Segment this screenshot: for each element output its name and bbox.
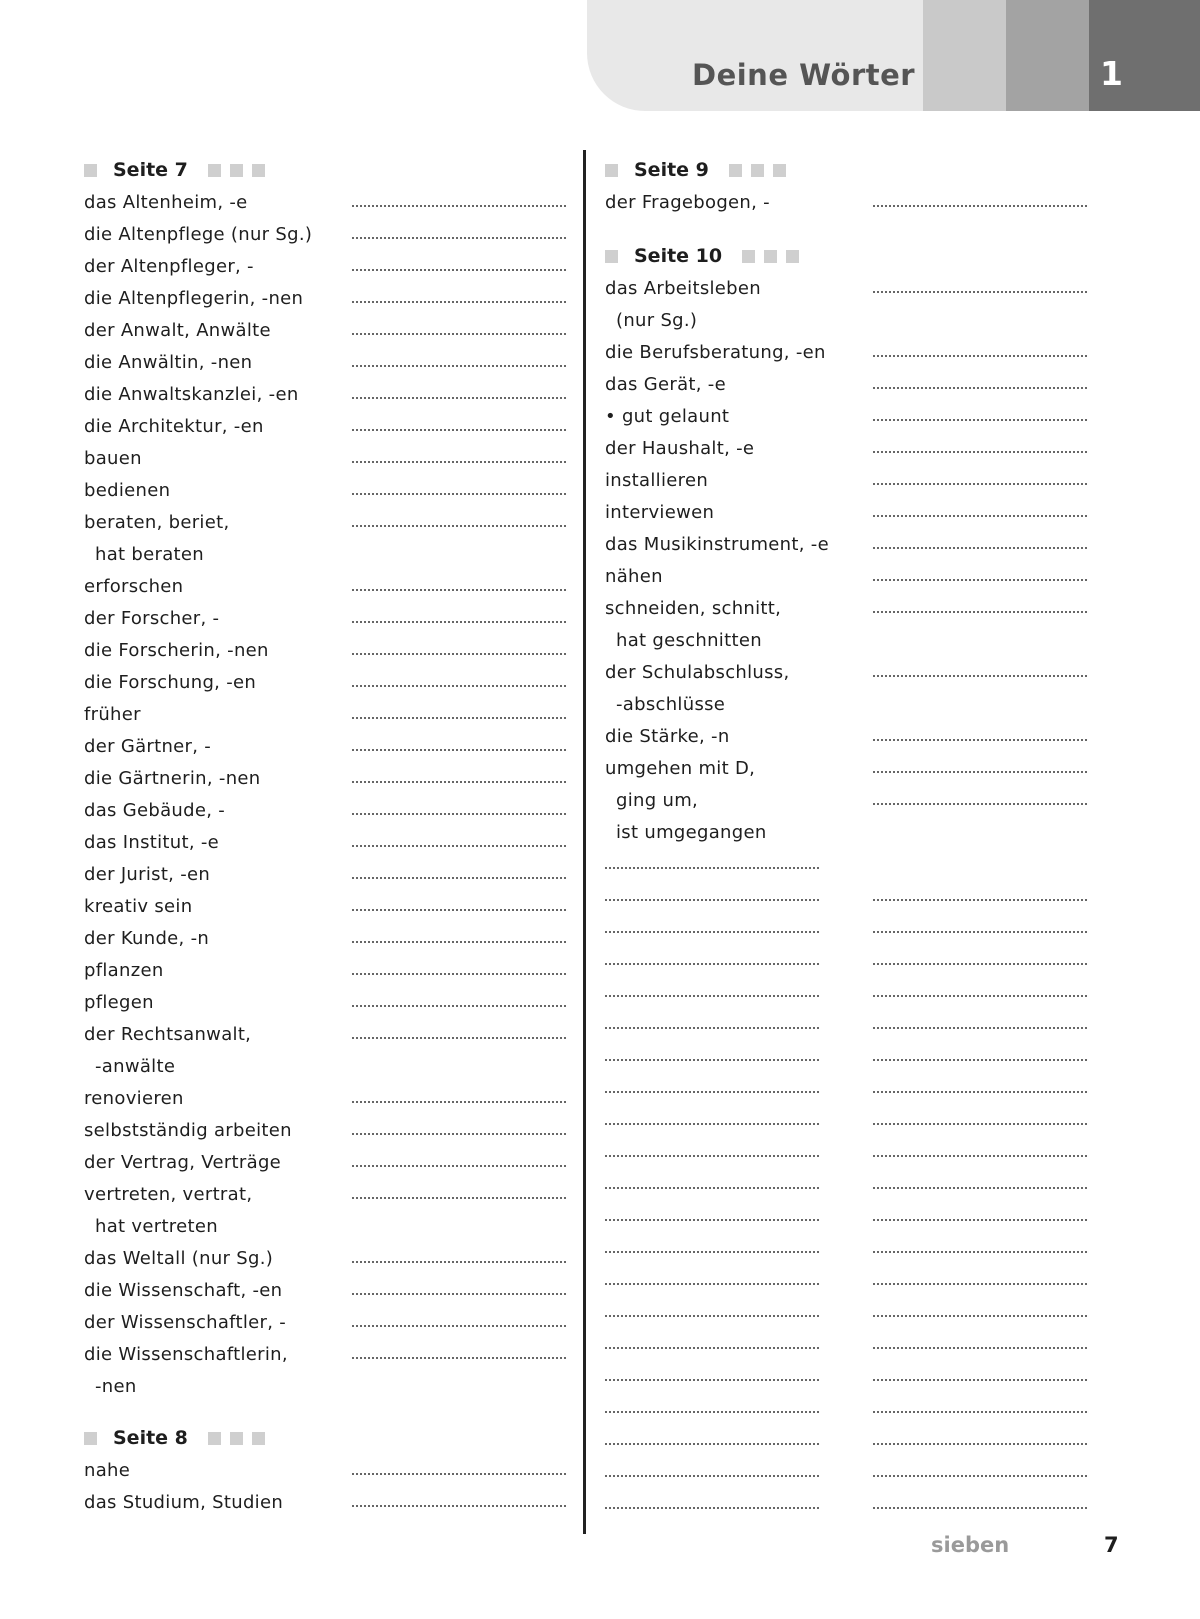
section-label: Seite 9 [634,159,709,181]
blank-word-line[interactable] [605,1507,819,1509]
translation-line[interactable] [873,579,1087,581]
vocab-row [605,784,1095,816]
blank-translation-line[interactable] [873,1475,1087,1477]
vocab-term: der Gärtner, - [84,735,212,757]
vocab-row [84,1274,574,1306]
blank-translation-line[interactable] [873,1123,1087,1125]
right-column [605,154,1095,1520]
blank-line-row [605,880,1095,912]
section-label: Seite 10 [634,245,723,267]
chapter-number: 1 [1100,54,1123,93]
translation-line[interactable] [352,685,566,687]
square-marker-icon [252,164,265,177]
vocab-term: beraten, beriet, [84,511,230,533]
vocab-row [84,1114,574,1146]
header-tab [587,0,923,111]
vocab-row [84,538,574,570]
translation-line[interactable] [873,419,1087,421]
vocab-row [605,304,1095,336]
vocab-row [84,570,574,602]
vocab-row [84,218,574,250]
vocab-term: der Vertrag, Verträge [84,1151,282,1173]
vocab-row [605,624,1095,656]
column-divider [583,150,586,1534]
translation-line[interactable] [873,483,1087,485]
vocab-term: hat beraten [95,543,204,565]
translation-line[interactable] [352,333,566,335]
translation-line[interactable] [352,1037,566,1039]
vocab-term: die Stärke, -n [605,725,730,747]
square-marker-icon [605,164,618,177]
blank-word-line[interactable] [605,1251,819,1253]
blank-line-row [605,1360,1095,1392]
blank-translation-line[interactable] [873,1347,1087,1349]
section-heading-seite-7 [84,154,574,186]
vocab-row [605,720,1095,752]
section-label: Seite 7 [113,159,188,181]
word-list-seite-10 [605,272,1095,848]
vocab-term: die Anwältin, -nen [84,351,253,373]
vocab-term: nahe [84,1459,131,1481]
vocab-row [605,816,1095,848]
blank-translation-line[interactable] [873,1507,1087,1509]
vocab-row [84,762,574,794]
vocab-term: pflegen [84,991,154,1013]
blank-translation-line[interactable] [873,995,1087,997]
translation-line[interactable] [352,301,566,303]
vocab-row [605,368,1095,400]
vocab-term: das Studium, Studien [84,1491,284,1513]
vocab-term: -anwälte [95,1055,176,1077]
translation-line[interactable] [352,1005,566,1007]
vocab-row [84,858,574,890]
blank-word-line[interactable] [605,867,819,869]
blank-word-line[interactable] [605,899,819,901]
square-marker-icon [208,1432,221,1445]
translation-line[interactable] [352,621,566,623]
vocab-row [84,250,574,282]
blank-translation-line[interactable] [873,1315,1087,1317]
vocab-term: der Forscher, - [84,607,220,629]
blank-translation-line[interactable] [873,1059,1087,1061]
vocab-term: schneiden, schnitt, [605,597,782,619]
vocab-row [605,464,1095,496]
blank-word-line[interactable] [605,1123,819,1125]
vocab-term: die Architektur, -en [84,415,264,437]
blank-line-row [605,1136,1095,1168]
vocab-term: der Anwalt, Anwälte [84,319,271,341]
vocab-term: der Schulabschluss, [605,661,790,683]
vocab-row [605,528,1095,560]
blank-word-line[interactable] [605,1219,819,1221]
translation-line[interactable] [352,397,566,399]
blank-word-line[interactable] [605,963,819,965]
blank-translation-line[interactable] [873,931,1087,933]
blank-line-row [605,1072,1095,1104]
blank-word-line[interactable] [605,995,819,997]
translation-line[interactable] [352,845,566,847]
translation-line[interactable] [352,1473,566,1475]
vocab-row [84,602,574,634]
blank-translation-line[interactable] [873,1187,1087,1189]
blank-word-line[interactable] [605,931,819,933]
vocab-term: der Altenpfleger, - [84,255,254,277]
translation-line[interactable] [352,429,566,431]
translation-line[interactable] [352,237,566,239]
blank-line-row [605,848,1095,880]
square-marker-icon [786,250,799,263]
vocab-term: das Weltall (nur Sg.) [84,1247,274,1269]
translation-line[interactable] [873,205,1087,207]
blank-line-row [605,976,1095,1008]
vocab-term: der Kunde, -n [84,927,210,949]
section-heading-seite-9 [605,154,1095,186]
vocab-term: die Forschung, -en [84,671,257,693]
blank-line-row [605,944,1095,976]
translation-line[interactable] [873,675,1087,677]
vocab-term: die Forscherin, -nen [84,639,269,661]
square-marker-icon [230,1432,243,1445]
vocab-row [84,1338,574,1370]
page-title: Deine Wörter [692,58,916,92]
translation-line[interactable] [352,941,566,943]
translation-line[interactable] [352,877,566,879]
translation-line[interactable] [352,1505,566,1507]
vocab-term: • gut gelaunt [605,405,730,427]
spacer [84,1402,574,1422]
translation-line[interactable] [352,365,566,367]
vocab-row [605,432,1095,464]
vocab-term: die Wissenschaftlerin, [84,1343,288,1365]
spacer [605,218,1095,240]
vocab-row [84,378,574,410]
blank-word-line[interactable] [605,1379,819,1381]
blank-line-row [605,1232,1095,1264]
vocab-row [84,474,574,506]
vocab-row [605,496,1095,528]
translation-line[interactable] [352,461,566,463]
vocab-term: erforschen [84,575,184,597]
blank-word-line[interactable] [605,1059,819,1061]
vocab-row [84,1082,574,1114]
vocab-row [84,1210,574,1242]
vocab-term: kreativ sein [84,895,193,917]
vocab-row [605,592,1095,624]
translation-line[interactable] [873,451,1087,453]
vocab-row [84,1178,574,1210]
vocab-row [605,560,1095,592]
blank-word-line[interactable] [605,1155,819,1157]
blank-line-row [605,1296,1095,1328]
blank-line-row [605,1456,1095,1488]
vocab-row [84,1454,574,1486]
vocab-term: -nen [95,1375,137,1397]
vocab-term: selbstständig arbeiten [84,1119,292,1141]
square-marker-icon [751,164,764,177]
translation-line[interactable] [352,1357,566,1359]
translation-line[interactable] [352,813,566,815]
vocab-term: die Altenpflege (nur Sg.) [84,223,313,245]
vocab-row [84,794,574,826]
translation-line[interactable] [873,515,1087,517]
vocab-row [605,272,1095,304]
vocab-row [84,410,574,442]
translation-line[interactable] [352,525,566,527]
blank-line-row [605,1200,1095,1232]
vocab-row [84,826,574,858]
vocab-term: interviewen [605,501,715,523]
word-list-seite-7 [84,186,574,1402]
vocab-term: hat geschnitten [616,629,762,651]
vocab-term: die Anwaltskanzlei, -en [84,383,299,405]
translation-line[interactable] [873,355,1087,357]
square-marker-icon [84,1432,97,1445]
vocab-term: der Jurist, -en [84,863,211,885]
translation-line[interactable] [352,1165,566,1167]
blank-word-line[interactable] [605,1347,819,1349]
translation-line[interactable] [352,269,566,271]
vocab-term: ist umgegangen [616,821,767,843]
translation-line[interactable] [873,739,1087,741]
vocab-term: das Arbeitsleben [605,277,761,299]
blank-word-line[interactable] [605,1315,819,1317]
blank-word-line[interactable] [605,1443,819,1445]
blank-line-row [605,1168,1095,1200]
vocab-term: -abschlüsse [616,693,726,715]
blank-translation-line[interactable] [873,899,1087,901]
square-marker-icon [84,164,97,177]
word-list-seite-8 [84,1454,574,1518]
blank-translation-line[interactable] [873,1379,1087,1381]
translation-line[interactable] [873,547,1087,549]
vocab-row [84,1018,574,1050]
left-column [84,154,574,1518]
vocab-row [84,282,574,314]
translation-line[interactable] [352,909,566,911]
vocab-term: pflanzen [84,959,164,981]
translation-line[interactable] [352,749,566,751]
vocab-row [84,666,574,698]
translation-line[interactable] [352,1133,566,1135]
vocab-row [84,954,574,986]
vocab-row [84,314,574,346]
vocab-row [84,634,574,666]
vocab-term: der Fragebogen, - [605,191,770,213]
vocab-row [84,346,574,378]
vocab-term: das Institut, -e [84,831,220,853]
translation-line[interactable] [873,387,1087,389]
blank-translation-line[interactable] [873,1155,1087,1157]
blank-translation-line[interactable] [873,963,1087,965]
translation-line[interactable] [873,771,1087,773]
vocab-row [605,186,1095,218]
vocab-row [84,1306,574,1338]
vocab-term: umgehen mit D, [605,757,756,779]
vocab-term: früher [84,703,141,725]
vocab-row [84,1146,574,1178]
vocab-term: das Gebäude, - [84,799,226,821]
vocab-term: der Wissenschaftler, - [84,1311,287,1333]
square-marker-icon [605,250,618,263]
translation-line[interactable] [352,589,566,591]
square-marker-icon [230,164,243,177]
translation-line[interactable] [352,781,566,783]
vocab-row [605,336,1095,368]
blank-line-row [605,1392,1095,1424]
vocab-term: bauen [84,447,142,469]
blank-word-line[interactable] [605,1411,819,1413]
translation-line[interactable] [352,1261,566,1263]
translation-line[interactable] [352,973,566,975]
vocab-term: ging um, [616,789,699,811]
vocab-term: renovieren [84,1087,184,1109]
square-marker-icon [729,164,742,177]
vocab-term: das Musikinstrument, -e [605,533,829,555]
vocab-row [605,752,1095,784]
translation-line[interactable] [352,1293,566,1295]
translation-line[interactable] [873,291,1087,293]
vocab-term: installieren [605,469,709,491]
blank-translation-line[interactable] [873,1283,1087,1285]
blank-line-row [605,1104,1095,1136]
translation-line[interactable] [352,1101,566,1103]
blank-line-row [605,1488,1095,1520]
vocab-row [84,506,574,538]
page-number-word: sieben [931,1533,1010,1557]
vocab-term: das Altenheim, -e [84,191,248,213]
square-marker-icon [208,164,221,177]
translation-line[interactable] [352,493,566,495]
translation-line[interactable] [352,653,566,655]
section-heading-seite-8 [84,1422,574,1454]
blank-translation-line[interactable] [873,1443,1087,1445]
vocab-row [84,1242,574,1274]
blank-word-line[interactable] [605,1187,819,1189]
translation-line[interactable] [352,1325,566,1327]
translation-line[interactable] [352,717,566,719]
vocab-term: der Haushalt, -e [605,437,755,459]
blank-word-line[interactable] [605,1283,819,1285]
vocab-term: vertreten, vertrat, [84,1183,253,1205]
vocab-term: die Wissenschaft, -en [84,1279,283,1301]
blank-line-row [605,1040,1095,1072]
blank-line-row [605,1264,1095,1296]
vocab-row [84,890,574,922]
vocab-term: die Altenpflegerin, -nen [84,287,304,309]
translation-line[interactable] [873,611,1087,613]
blank-translation-line[interactable] [873,1091,1087,1093]
blank-translation-line[interactable] [873,1027,1087,1029]
blank-answer-lines [605,848,1095,1520]
vocab-row [84,922,574,954]
blank-translation-line[interactable] [873,1251,1087,1253]
vocab-row [84,1050,574,1082]
vocab-term: hat vertreten [95,1215,218,1237]
blank-line-row [605,1424,1095,1456]
vocab-term: der Rechtsanwalt, [84,1023,252,1045]
vocab-row [84,698,574,730]
vocab-row [605,656,1095,688]
blank-line-row [605,912,1095,944]
blank-translation-line[interactable] [873,1411,1087,1413]
vocab-term: (nur Sg.) [616,309,698,331]
blank-line-row [605,1008,1095,1040]
blank-word-line[interactable] [605,1475,819,1477]
vocab-term: die Gärtnerin, -nen [84,767,261,789]
page-number: 7 [1104,1533,1119,1557]
vocab-term: bedienen [84,479,171,501]
square-marker-icon [764,250,777,263]
vocab-row [84,986,574,1018]
vocab-row [84,442,574,474]
section-label: Seite 8 [113,1427,188,1449]
vocab-row [84,1486,574,1518]
header-bar-light [923,0,1006,111]
square-marker-icon [773,164,786,177]
word-list-seite-9 [605,186,1095,218]
header-bar-medium [1006,0,1089,111]
blank-line-row [605,1328,1095,1360]
vocab-row [84,1370,574,1402]
translation-line[interactable] [873,803,1087,805]
square-marker-icon [742,250,755,263]
vocab-term: die Berufsberatung, -en [605,341,826,363]
translation-line[interactable] [352,205,566,207]
vocab-row [605,688,1095,720]
blank-word-line[interactable] [605,1027,819,1029]
vocab-term: das Gerät, -e [605,373,726,395]
vocab-row [605,400,1095,432]
square-marker-icon [252,1432,265,1445]
blank-word-line[interactable] [605,1091,819,1093]
blank-translation-line[interactable] [873,1219,1087,1221]
vocab-row [84,730,574,762]
translation-line[interactable] [352,1197,566,1199]
section-heading-seite-10 [605,240,1095,272]
vocab-row [84,186,574,218]
vocab-term: nähen [605,565,663,587]
